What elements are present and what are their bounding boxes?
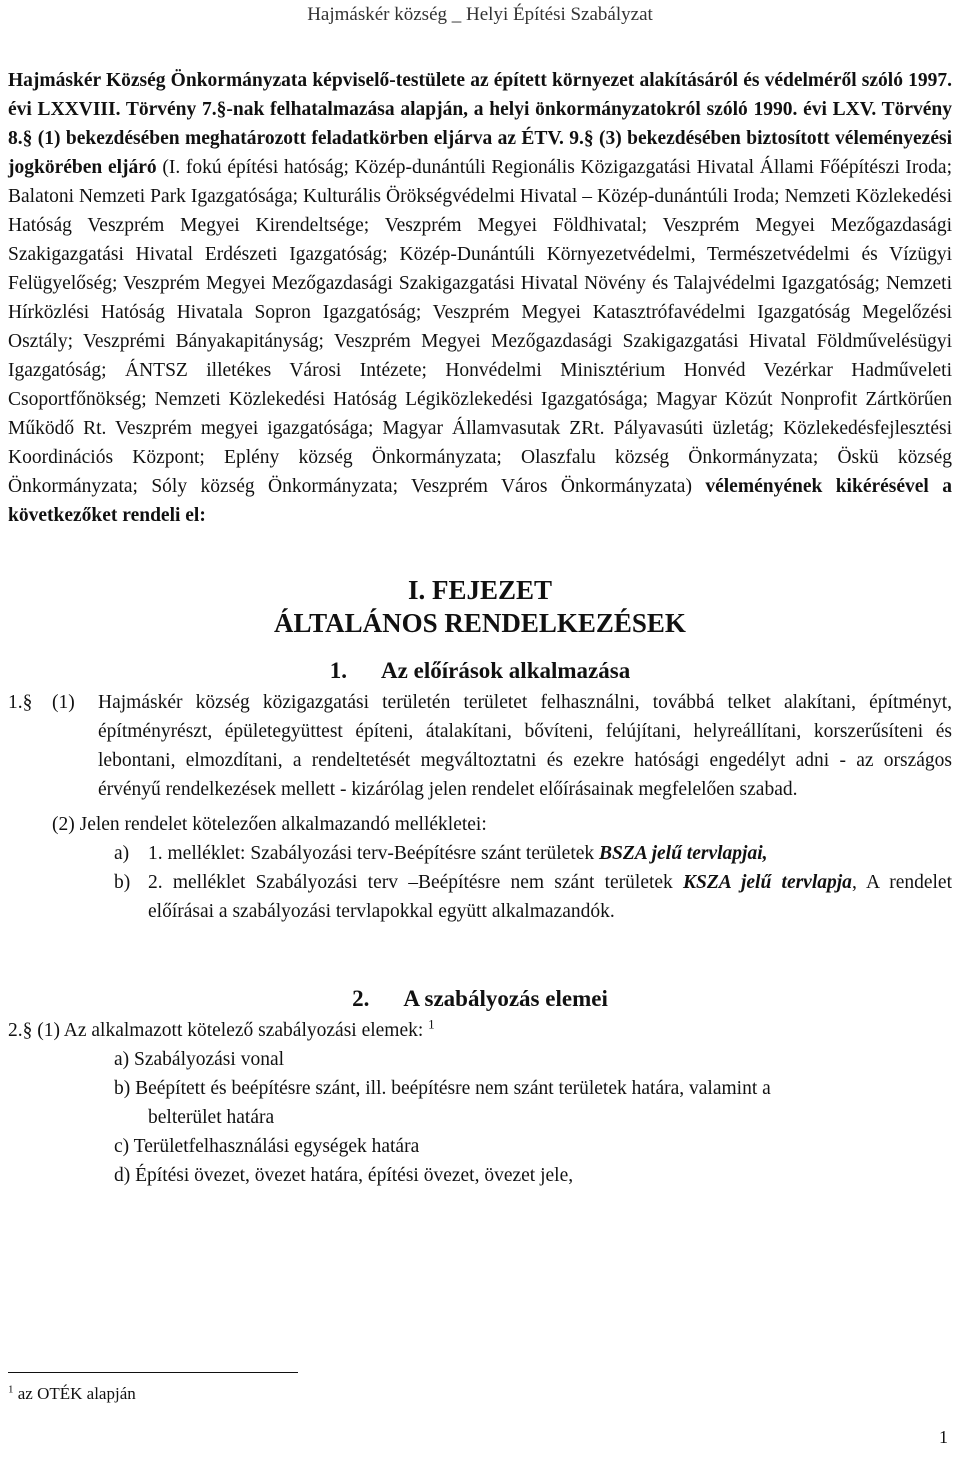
list-item: c) Területfelhasználási egységek határa: [114, 1136, 420, 1157]
annex-item-a: [114, 839, 952, 868]
article-1-p1-label: (1): [52, 692, 75, 713]
annex-item-b: [114, 868, 952, 926]
document-body: [8, 66, 952, 1190]
chapter-title: ÁLTALÁNOS RENDELKEZÉSEK: [274, 608, 686, 638]
preamble: [8, 66, 952, 530]
annex-item-b-text: 2. melléklet Szabályozási terv –Beépítésre nem szánt területek: [148, 872, 684, 893]
list-item: d) Építési övezet, övezet határa, építési övezet, övezet jele,: [114, 1165, 574, 1186]
list-item-continuation: belterület határa: [148, 1107, 275, 1128]
annex-item-b-emphasis: KSZA jelű tervlapja: [683, 872, 852, 893]
article-2-paragraph-1: [8, 1016, 952, 1045]
footnote: [8, 1384, 136, 1404]
annex-list: [114, 839, 952, 926]
article-1-paragraph-1: [8, 688, 952, 804]
article-2-p1-text: (1) Az alkalmazott kötelező szabályozási elemek:: [37, 1020, 424, 1041]
article-1-number: 1.§: [8, 692, 33, 713]
section-1-number: 1.: [329, 658, 348, 683]
chapter-number: I. FEJEZET: [407, 575, 553, 605]
preamble-bold-closing: véleményének kikérésével a következőket rendeli el:: [8, 476, 952, 526]
article-2-number: 2.§: [8, 1020, 33, 1041]
footnote-text: az OTÉK alapján: [17, 1384, 136, 1403]
footnote-reference[interactable]: 1: [428, 1016, 435, 1032]
footnote-divider: [8, 1372, 298, 1373]
section-1-heading: [8, 656, 952, 686]
annex-item-a-label: a): [114, 843, 130, 864]
annex-item-a-emphasis: BSZA jelű tervlapjai,: [599, 843, 768, 864]
annex-item-a-text: 1. melléklet: Szabályozási terv-Beépítésre szánt területek: [148, 843, 600, 864]
section-2-title: A szabályozás elemei: [403, 986, 608, 1011]
preamble-bold-intro: Hajmáskér Község Önkormányzata képviselő-testülete az épített környezet alakításáról és védelméről szóló 1997. évi LXXVIII. Törvény 7.§-nak felhatalmazása alapján, a helyi önkormányzatokról szóló 1990. évi LXV. Törvény 8.§ (1) bekezdésében meghatározott feladatkörben eljárva az ÉTV. 9.§ (3) bekezdésében biztosított véleményezési jogkörében eljáró: [8, 70, 952, 178]
list-item: b) Beépített és beépítésre szánt, ill. beépítésre nem szánt területek határa, valamint a: [114, 1078, 771, 1099]
page-header: Hajmáskér község _ Helyi Építési Szabályzat: [307, 4, 653, 25]
annex-item-b-rest: , A rendelet előírásai a szabályozási tervlapokkal együtt alkalmazandók.: [148, 872, 952, 922]
page-number: 1: [939, 1427, 948, 1447]
footnote-number: 1: [8, 1383, 14, 1396]
annex-item-b-label: b): [114, 872, 131, 893]
list-item: a) Szabályozási vonal: [114, 1049, 285, 1070]
regulation-elements-list: [114, 1045, 952, 1190]
chapter-heading: [8, 574, 952, 640]
article-1-paragraph-2: (2) Jelen rendelet kötelezően alkalmazandó mellékletei:: [52, 814, 487, 835]
section-2-number: 2.: [352, 986, 370, 1011]
preamble-authorities: (I. fokú építési hatóság; Közép-dunántúli Regionális Közigazgatási Hivatal Állami Főépítészi Iroda; Balatoni Nemzeti Park Igazgatósága; Kulturális Örökségvédelmi Hivatal – Közép-dunántúli Iroda; Nemzeti Közlekedési Hatóság Veszprém Megyei Kirendeltsége; Veszprém Megyei Földhivatal; Veszprém Megyei Mezőgazdasági Szakigazgatási Hivatal Erdészeti Igazgatóság; Közép-Dunántúli Környezetvédelmi, Természetvédelmi és Vízügyi Felügyelőség; Veszprém Megyei Mezőgazdasági Szakigazgatási Hivatal Növény és Talajvédelmi Igazgatóság; Nemzeti Hírközlési Hatóság Hivatala Sopron Igazgatóság; Veszprém Megyei Katasztrófavédelmi Igazgatóság Megelőzési Osztály; Veszprémi Bányakapitányság; Veszprém Megyei Mezőgazdasági Szakigazgatási Hivatal Földművelésügyi Igazgatóság; ÁNTSZ illetékes Városi Intézete; Honvédelmi Minisztérium Honvéd Vezérkar Hadműveleti Csoportfőnökség; Nemzeti Közlekedési Hatóság Légiközlekedési Igazgatósága; Magyar Közút Nonprofit Zártkörűen Működő Rt. Veszprém megyei igazgatósága; Magyar Államvasutak ZRt. Pályavasúti üzletág; Közlekedésfejlesztési Koordinációs Központ; Eplény község Önkormányzata; Olaszfalu község Önkormányzata; Öskü község Önkormányzata; Sóly község Önkormányzata; Veszprém Város Önkormányzata): [8, 157, 952, 497]
section-1-title: Az előírások alkalmazása: [381, 658, 631, 683]
article-1-p1-text: Hajmáskér község közigazgatási területén területet felhasználni, továbbá telket alakítani, építményt, építményrészt, épületegyüttest építeni, átalakítani, bővíteni, felújítani, helyreállítani, korszerűsíteni és lebontani, elmozdítani, a rendeltetését megváltoztatni és ezekre hatósági engedélyt adni - az országos érvényű rendelkezések mellett - kizárólag jelen rendelet előírásainak megfelelően szabad.: [98, 692, 952, 800]
section-2-heading: [8, 984, 952, 1014]
